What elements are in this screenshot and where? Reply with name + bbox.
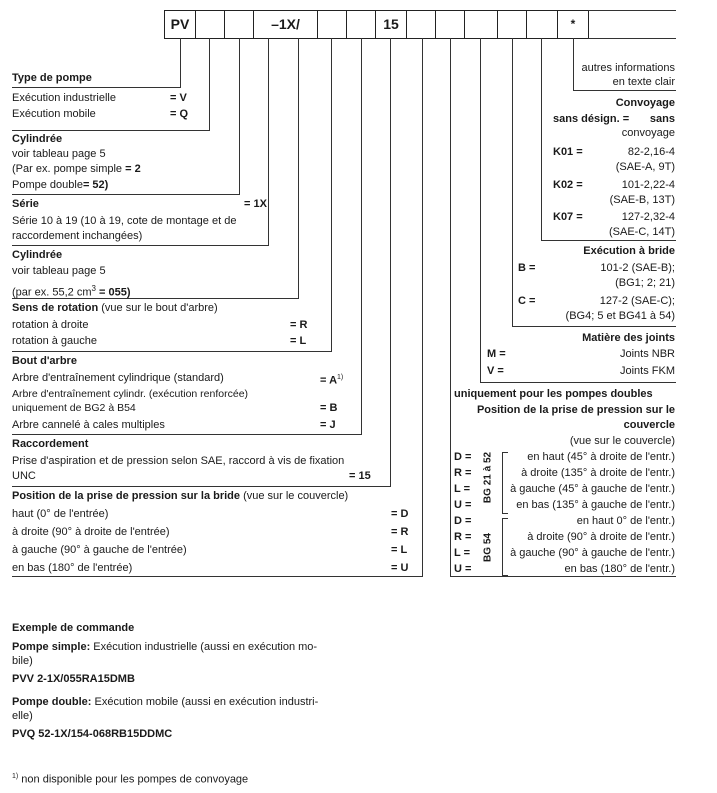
type-mobile-label: Exécution mobile	[12, 108, 96, 120]
example-simple-desc: Exécution industrielle (aussi en exécution mo-	[90, 641, 318, 653]
joints-m-code: M =	[487, 348, 506, 360]
connector-raccord	[390, 38, 391, 486]
type-industrielle-label: Exécution industrielle	[12, 92, 116, 104]
example-double-cont: elle)	[12, 710, 33, 722]
g1-r-code: R =	[454, 467, 472, 479]
connector-arbre	[361, 38, 362, 434]
connector-rotation	[331, 38, 332, 351]
rule-cyl2	[12, 245, 269, 246]
arbre-line3: uniquement de BG2 à B54	[12, 402, 136, 414]
g2-bracket	[502, 518, 508, 576]
g1-r-text: à droite (135° à droite de l'entr.)	[521, 467, 675, 479]
rule-autres	[573, 90, 676, 91]
series-code: –1X/	[271, 16, 300, 32]
cyl1-line2	[12, 162, 141, 176]
code-box-11	[497, 10, 527, 39]
k07-sae: (SAE-C, 14T)	[608, 226, 675, 238]
k07-code: K07 =	[553, 211, 583, 223]
arbre-line4: Arbre cannelé à cales multiples	[12, 419, 165, 431]
position-line2: à droite (90° à droite de l'entrée)	[12, 526, 170, 538]
position-line3: à gauche (90° à gauche de l'entrée)	[12, 544, 187, 556]
joints-v-code: V =	[487, 365, 504, 377]
example-double-desc: Exécution mobile (aussi en exécution industri-	[91, 696, 319, 708]
bride-b-code: B =	[518, 262, 536, 274]
position-line1: haut (0° de l'entrée)	[12, 508, 109, 520]
code-box-12	[526, 10, 558, 39]
example-double-line	[12, 695, 318, 709]
bride-c-code: C =	[518, 295, 536, 307]
arbre-line1: Arbre d'entraînement cylindrique (standard)	[12, 372, 224, 384]
rule-bride	[512, 326, 676, 327]
rotation-droite-label: rotation à droite	[12, 319, 89, 331]
k07-value: 127-2,32-4	[621, 211, 675, 223]
double-line1: uniquement pour les pompes doubles	[454, 388, 653, 400]
connector-serie2	[268, 38, 269, 245]
connector-position	[422, 38, 423, 576]
connector-convoyage	[541, 38, 542, 240]
g1-u-text: en bas (135° à gauche de l'entr.)	[516, 499, 675, 511]
code-strip-bottom-ext	[588, 38, 676, 39]
arbre-code-a-sup: 1)	[337, 374, 344, 381]
g2-r-text: à droite (90° à droite de l'entr.)	[527, 531, 675, 543]
g2-d-text: en haut 0° de l'entr.)	[576, 515, 675, 527]
rule-cyl1	[12, 130, 210, 131]
position-code-l: = L	[391, 544, 408, 556]
rotation-gauche-label: rotation à gauche	[12, 335, 98, 347]
g2-bg-label: BG 54	[482, 533, 494, 562]
arbre-code-j: = J	[320, 419, 336, 431]
rule-type	[12, 87, 181, 88]
g2-l-text: à gauche (90° à gauche de l'entr.)	[510, 547, 675, 559]
raccord-line1: Prise d'aspiration et de pression selon SAE, raccord à vis de fixation	[12, 455, 345, 467]
g2-l-code: L =	[454, 547, 471, 559]
k02-value: 101-2,22-4	[621, 179, 675, 191]
convoyage-title: Convoyage	[615, 97, 675, 109]
footnote-marker: 1)	[12, 773, 19, 780]
cyl1-line3-text: Pompe double	[12, 179, 83, 191]
arbre-title: Bout d'arbre	[12, 355, 77, 367]
connector-double	[450, 38, 451, 576]
g1-u-code: U =	[454, 499, 472, 511]
double-line2: Position de la prise de pression sur le	[476, 404, 675, 416]
cyl2-line2-code: = 055)	[95, 286, 131, 299]
code-box-2	[195, 10, 225, 39]
convoyage-sans-label: sans désign. =	[553, 113, 630, 125]
code-box-5	[317, 10, 347, 39]
joints-m-value: Joints NBR	[619, 348, 675, 360]
code-box-15: 15	[375, 10, 407, 39]
rotation-note: (vue sur le bout d'arbre)	[98, 302, 218, 314]
example-title: Exemple de commande	[12, 622, 135, 634]
rule-arbre	[12, 351, 332, 352]
serie-line2: raccordement inchangées)	[12, 230, 143, 242]
k02-sae: (SAE-B, 13T)	[609, 194, 675, 206]
k01-code: K01 =	[553, 146, 583, 158]
type-mobile-code: = Q	[170, 108, 189, 120]
g1-d-text: en haut (45° à droite de l'entr.)	[527, 451, 675, 463]
serie-title: Série	[12, 198, 39, 210]
position-code-d: = D	[391, 508, 409, 520]
connector-type	[180, 38, 181, 87]
g1-l-text: à gauche (45° à gauche de l'entr.)	[510, 483, 675, 495]
code-box-6	[346, 10, 376, 39]
cyl1-line3	[12, 178, 108, 192]
example-simple-label: Pompe simple:	[12, 641, 91, 653]
serie-code: = 1X	[244, 198, 267, 210]
connector-joints	[480, 38, 481, 382]
rule-joints	[480, 382, 676, 383]
cyl1-line1: voir tableau page 5	[12, 148, 106, 160]
type-industrielle-code: = V	[170, 92, 187, 104]
position-note: (vue sur le couvercle)	[240, 490, 349, 502]
double-line4: (vue sur le couvercle)	[569, 435, 675, 447]
example-simple-cont: bile)	[12, 655, 33, 667]
code-strip-top-ext	[588, 10, 676, 11]
example-simple-code: PVV 2-1X/055RA15DMB	[12, 673, 135, 685]
cyl2-sup: 3	[91, 284, 96, 293]
code-box-pv: PV	[164, 10, 196, 39]
bride-title: Exécution à bride	[583, 245, 675, 257]
g2-r-code: R =	[454, 531, 472, 543]
g1-d-code: D =	[454, 451, 472, 463]
cyl2-title: Cylindrée	[12, 249, 63, 261]
arbre-code-a	[320, 371, 343, 388]
example-simple-line	[12, 640, 317, 654]
cyl1-line2-code: = 2	[125, 163, 141, 175]
convoyage-sans-value: sans	[649, 113, 675, 125]
cyl1-title: Cylindrée	[12, 133, 63, 145]
g1-bracket	[502, 452, 508, 514]
cyl2-line2-text: (par ex. 55,2 cm	[12, 286, 92, 299]
footnote-text: non disponible pour les pompes de convoyage	[18, 773, 249, 786]
type-pompe-title: Type de pompe	[12, 72, 92, 84]
rule-position	[12, 486, 391, 487]
bride-c-bg: (BG4; 5 et BG41 à 54)	[565, 310, 675, 322]
rotation-gauche-code: = L	[290, 335, 307, 347]
joints-v-value: Joints FKM	[619, 365, 675, 377]
connector-serie	[239, 38, 240, 194]
rule-convoyage	[541, 240, 676, 241]
code-box-series	[253, 10, 318, 39]
k01-value: 82-2,16-4	[627, 146, 675, 158]
autres-line1: autres informations	[581, 62, 675, 74]
raccord-line2: UNC	[12, 470, 36, 482]
code-box-star: *	[557, 10, 589, 39]
rotation-droite-code: = R	[290, 319, 308, 331]
cyl1-line2-text: (Par ex. pompe simple	[12, 163, 126, 175]
joints-title: Matière des joints	[582, 332, 675, 344]
position-line4: en bas (180° de l'entrée)	[12, 562, 133, 574]
arbre-code-b: = B	[320, 402, 338, 414]
example-double-label: Pompe double:	[12, 696, 92, 708]
code-box-9	[435, 10, 465, 39]
code-box-3	[224, 10, 254, 39]
k01-sae: (SAE-A, 9T)	[615, 161, 675, 173]
raccord-code: = 15	[349, 470, 371, 482]
bride-b-bg: (BG1; 2; 21)	[615, 277, 675, 289]
arbre-line2: Arbre d'entraînement cylindr. (exécution renforcée)	[12, 388, 249, 400]
position-title: Position de la prise de pression sur la bride	[12, 490, 241, 502]
cyl2-line2	[12, 282, 131, 300]
g1-bg-label: BG 21 à 52	[482, 451, 494, 504]
position-title-line	[12, 489, 348, 503]
footnote	[12, 770, 248, 787]
connector-cyl2	[298, 38, 299, 298]
double-line3: couvercle	[623, 419, 675, 431]
connector-cyl1	[209, 38, 210, 130]
bride-c-value: 127-2 (SAE-C);	[599, 295, 675, 307]
position-code-r: = R	[391, 526, 409, 538]
autres-line2: en texte clair	[612, 76, 675, 88]
code-box-10	[464, 10, 498, 39]
connector-bride	[512, 38, 513, 326]
g2-u-code: U =	[454, 563, 472, 575]
arbre-code-a-text: = A	[320, 374, 338, 387]
raccord-title: Raccordement	[12, 438, 89, 450]
position-code-u: = U	[391, 562, 409, 574]
k02-code: K02 =	[553, 179, 583, 191]
example-double-code: PVQ 52-1X/154-068RB15DDMC	[12, 728, 173, 740]
rule-serie	[12, 194, 240, 195]
bride-b-value: 101-2 (SAE-B);	[600, 262, 675, 274]
rule-raccord	[12, 434, 362, 435]
serie-line1: Série 10 à 19 (10 à 19, cote de montage et de	[12, 215, 237, 227]
rotation-title-line	[12, 301, 218, 315]
convoyage-sans-note: convoyage	[621, 127, 675, 139]
rule-double	[450, 576, 676, 577]
cyl2-line1: voir tableau page 5	[12, 265, 106, 277]
cyl1-line3-code: = 52)	[82, 179, 109, 191]
g1-l-code: L =	[454, 483, 471, 495]
g2-d-code: D =	[454, 515, 472, 527]
g2-u-text: en bas (180° de l'entr.)	[564, 563, 675, 575]
connector-autres	[573, 38, 574, 90]
code-box-8	[406, 10, 436, 39]
rule-position-bottom	[12, 576, 423, 577]
rotation-title: Sens de rotation	[12, 302, 99, 314]
